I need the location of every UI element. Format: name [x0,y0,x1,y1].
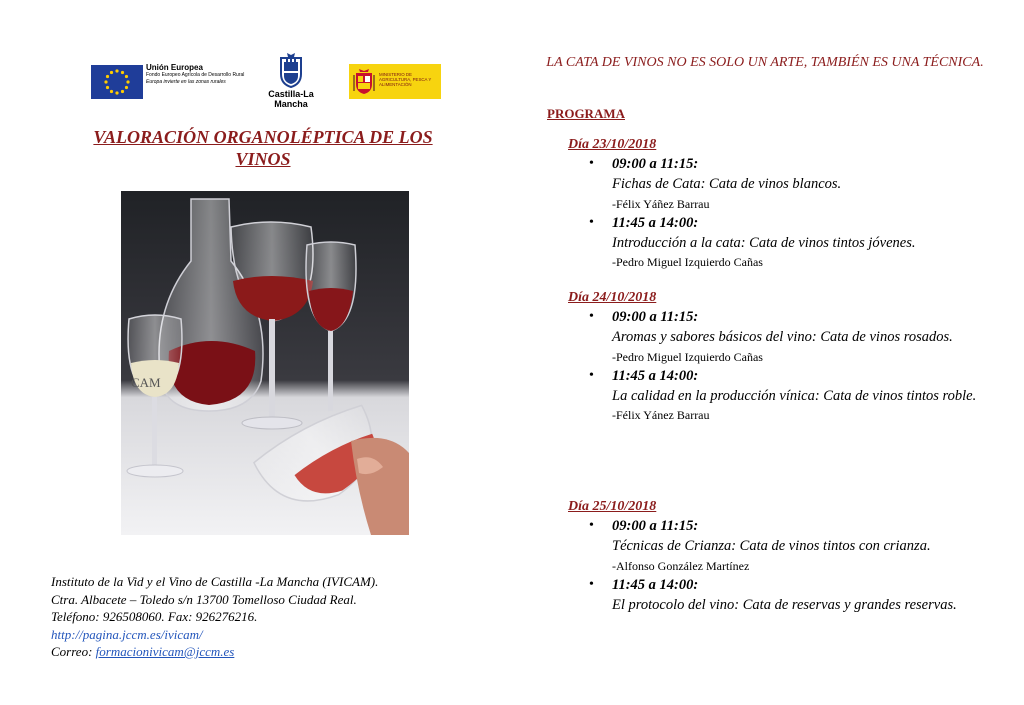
castilla-label: Castilla-La Mancha [268,89,314,109]
day-block [568,498,988,615]
day-block [568,136,988,271]
session-speaker: -Félix Yáñez Barrau [612,196,710,211]
logo-strip [88,52,448,109]
session [568,575,988,616]
bullet: • [589,576,594,592]
contact-info [51,573,471,661]
eu-subtitle: Fondo Europeo Agrícola de Desarrollo Rural [146,72,245,78]
photo-label: CAM [131,375,161,390]
session-description: Introducción a la cata: Cata de vinos tintos jóvenes. [612,234,916,251]
day-title: Día 25/10/2018 [568,499,657,514]
session-time: 09:00 a 11:15: [612,309,699,325]
session [568,307,988,366]
bullet: • [589,156,594,171]
institute-name: Instituto de la Vid y el Vino de Castilla -La Mancha (IVICAM). [51,574,379,589]
ministerio-label: MINISTERIO DE AGRICULTURA, PESCA Y ALIMENTACIÓN [379,72,432,87]
session [568,213,988,272]
session-speaker: -Pedro Miguel Izquierdo Cañas [612,255,763,269]
tagline: LA CATA DE VINOS NO ES SOLO UN ARTE, TAMBIÉN ES UNA TÉCNICA. [546,55,984,70]
website-link[interactable]: http://pagina.jccm.es/ivicam/ [51,626,203,642]
eu-motto: Europa invierte en las zonas rurales [146,79,226,85]
session-speaker: -Félix Yánez Barrau [612,408,710,422]
bullet: • [589,367,594,383]
day-block [568,289,988,424]
bullet: • [589,518,594,533]
session-description: Técnicas de Crianza: Cata de vinos tintos con crianza. [612,538,931,554]
session [568,154,988,213]
session [568,516,988,575]
session-time: 09:00 a 11:15: [612,156,699,172]
session-description: Aromas y sabores básicos del vino: Cata de vinos rosados. [612,329,953,345]
email-link[interactable]: formacionivicam@jccm.es [95,644,235,659]
session-description: El protocolo del vino: Cata de reservas y grandes reservas. [612,596,957,613]
day-title: Día 23/10/2018 [568,137,657,152]
phone-fax: Teléfono: 926508060. Fax: 926276216. [51,609,258,624]
session-speaker: -Pedro Miguel Izquierdo Cañas [612,349,763,364]
wine-glasses-photo [121,191,409,535]
session-time: 09:00 a 11:15: [612,518,699,534]
programa-heading: PROGRAMA [547,106,625,121]
eu-flag-icon [91,65,143,99]
address: Ctra. Albacete – Toledo s/n 13700 Tomelloso Ciudad Real. [51,591,357,607]
bullet: • [589,309,594,324]
castilla-logo [251,52,331,109]
email-label: Correo: [51,644,96,659]
bullet: • [589,214,594,230]
castilla-emblem-icon [278,52,304,93]
eu-title: Unión Europea [146,63,203,72]
page-title: VALORACIÓN ORGANOLÉPTICA DE LOS VINOS [93,127,433,169]
session-time: 11:45 a 14:00: [612,214,699,231]
spain-shield-icon [353,68,375,100]
session-speaker: -Alfonso González Martínez [612,558,750,573]
session-description: Fichas de Cata: Cata de vinos blancos. [612,176,842,192]
session-description: La calidad en la producción vínica: Cata de vinos tintos roble. [612,387,977,404]
ministerio-logo [349,64,441,99]
session-time: 11:45 a 14:00: [612,367,699,384]
session [568,366,988,425]
eu-logo-text [146,63,256,85]
session-time: 11:45 a 14:00: [612,576,699,593]
day-title: Día 24/10/2018 [568,290,657,305]
